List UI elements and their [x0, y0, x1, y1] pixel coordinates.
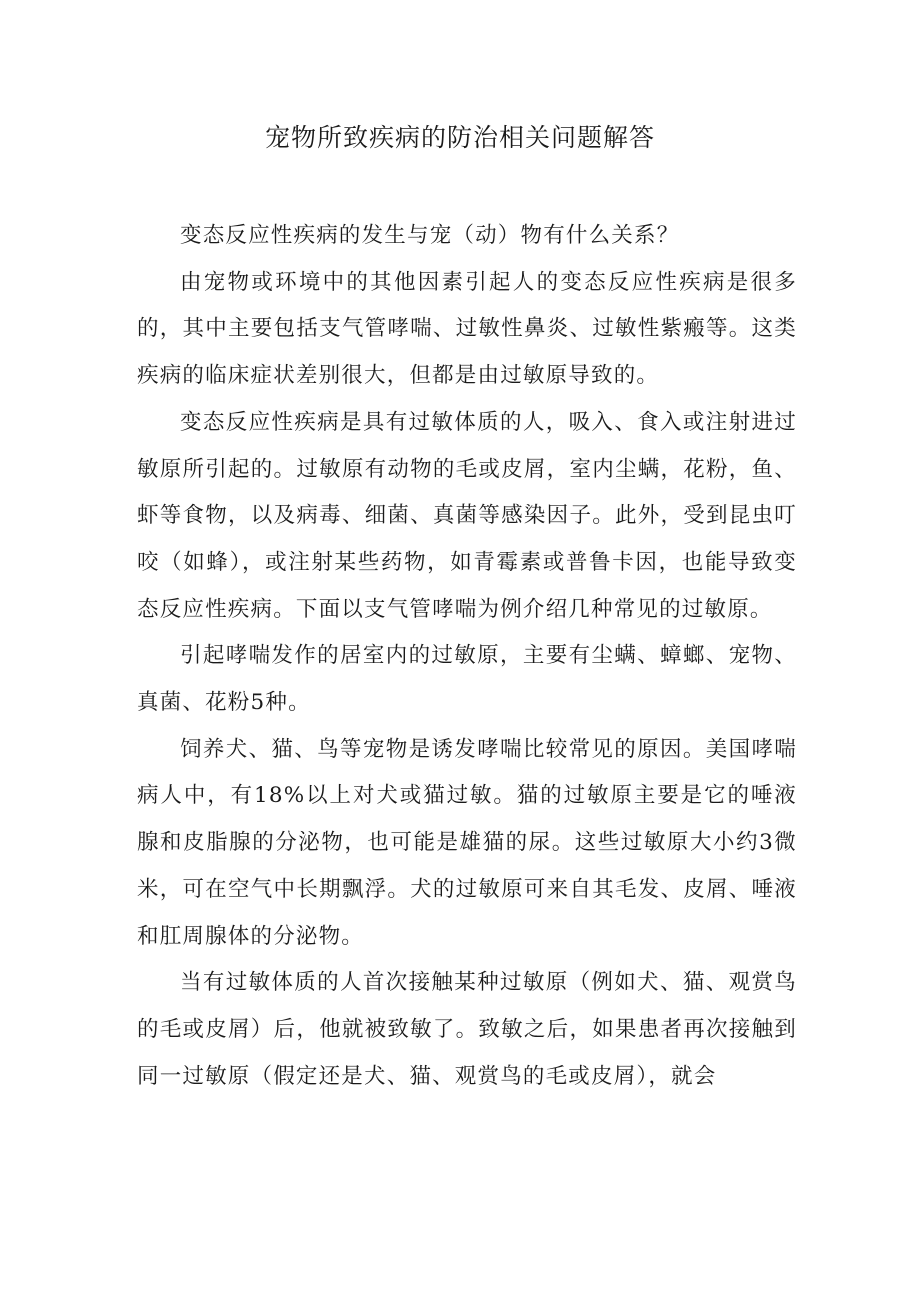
document-title: 宠物所致疾病的防治相关问题解答: [264, 123, 655, 152]
paragraph-indoor-allergens: 引起哮喘发作的居室内的过敏原，主要有尘螨、蟑螂、宠物、真菌、花粉5种。: [137, 643, 797, 716]
paragraph-diseases-overview: 由宠物或环境中的其他因素引起人的变态反应性疾病是很多的，其中主要包括支气管哮喘、过敏性鼻炎、过敏性紫瘢等。这类疾病的临床症状差别很大，但都是由过敏原导致的。: [137, 269, 797, 389]
paragraph-pet-allergens: 饲养犬、猫、鸟等宠物是诱发哮喘比较常见的原因。美国哮喘病人中，有18%以上对犬或猫过敏。猫的过敏原主要是它的唾液腺和皮脂腺的分泌物，也可能是雄猫的尿。这些过敏原大小约3微米，可在空气中长期飘浮。犬的过敏原可来自其毛发、皮屑、唾液和肛周腺体的分泌物。: [137, 736, 797, 949]
paragraph-question: 变态反应性疾病的发生与宠（动）物有什么关系？: [180, 223, 680, 248]
document-body: [137, 213, 797, 1100]
paragraph-sensitization: 当有过敏体质的人首次接触某种过敏原（例如犬、猫、观赏鸟的毛或皮屑）后，他就被致敏了。致敏之后，如果患者再次接触到同一过敏原（假定还是犬、猫、观赏鸟的毛或皮屑），就会: [137, 970, 797, 1089]
paragraph-allergen-sources: 变态反应性疾病是具有过敏体质的人，吸入、食入或注射进过敏原所引起的。过敏原有动物的毛或皮屑，室内尘螨，花粉，鱼、虾等食物，以及病毒、细菌、真菌等感染因子。此外，受到昆虫叮咬（如蜂），或注射某些药物，如青霉素或普鲁卡因，也能导致变态反应性疾病。下面以支气管哮喘为例介绍几种常见的过敏原。: [137, 409, 797, 622]
